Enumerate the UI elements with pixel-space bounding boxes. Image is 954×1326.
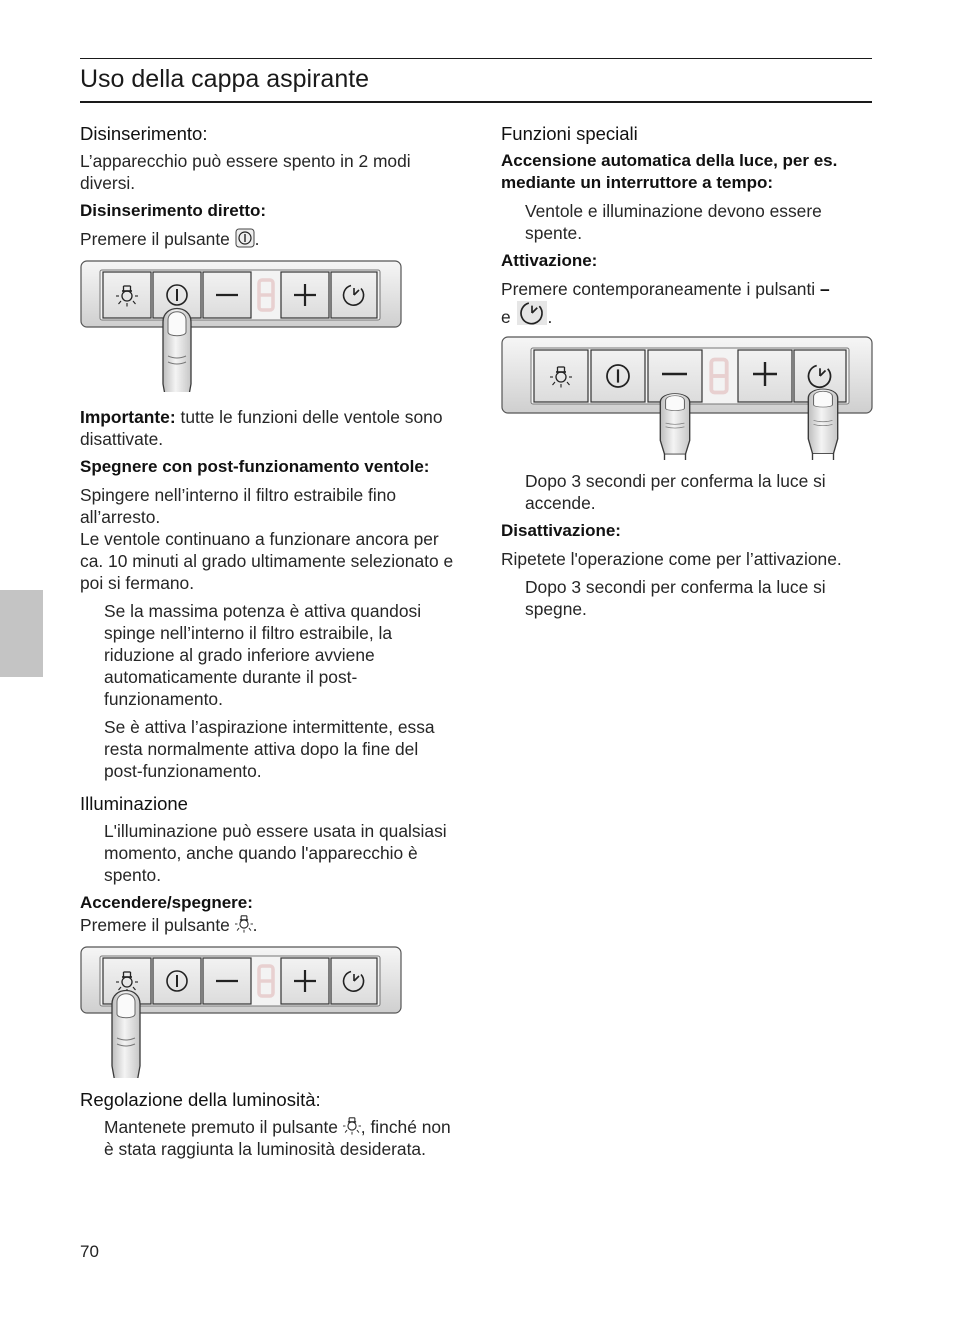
- header-rule-bottom: [80, 101, 872, 103]
- light-button: [534, 350, 588, 402]
- text-ventole: Le ventole continuano a funzionare ancora per ca. 10 minuti al grado ultimamente selezionato e poi si fermano.: [80, 529, 454, 593]
- page-title: Uso della cappa aspirante: [80, 65, 370, 93]
- control-panel-svg-3: [501, 336, 873, 460]
- finger-icon: [163, 309, 191, 393]
- left-column: [80, 122, 455, 1160]
- heading-regolazione: Regolazione della luminosità:: [80, 1089, 321, 1110]
- text-ripetete: Ripetete l'operazione come per l’attivazione.: [501, 549, 842, 569]
- heading-disinserimento: Disinserimento:: [80, 123, 208, 144]
- text-illum: L'illuminazione può essere usata in qualsiasi momento, anche quando l'apparecchio è spento.: [104, 821, 447, 885]
- subheading-attivazione: Attivazione:: [501, 251, 598, 270]
- text-modi: L’apparecchio può essere spento in 2 modi diversi.: [80, 151, 411, 193]
- text-mantenete: Mantenete premuto il pulsante , finché non è stata raggiunta la luminosità desiderata.: [104, 1117, 451, 1159]
- light-button: [103, 272, 151, 318]
- text-dopo-spegne: Dopo 3 secondi per conferma la luce si spegne.: [525, 577, 826, 619]
- heading-funzioni: Funzioni speciali: [501, 123, 638, 144]
- text-dopo-accende: Dopo 3 secondi per conferma la luce si accende.: [525, 471, 826, 513]
- subheading-accendere: Accendere/spegnere:: [80, 893, 253, 912]
- section-tab-marker: [0, 590, 43, 677]
- control-panel-activation-illustration: [501, 336, 873, 460]
- page-number: 70: [80, 1242, 99, 1261]
- subheading-diretto: Disinserimento diretto:: [80, 201, 267, 220]
- text-importante: Importante: tutte le funzioni delle ventole sono disattivate.: [80, 407, 443, 449]
- control-panel-power-illustration: [80, 260, 455, 392]
- text-premere-power: Premere il pulsante .: [80, 229, 260, 249]
- text-contemporaneamente: Premere contemporaneamente i pulsanti – e .: [501, 279, 830, 327]
- subheading-disattivazione: Disattivazione:: [501, 521, 621, 540]
- control-panel-svg-2: [80, 946, 410, 1078]
- subheading-accensione: Accensione automatica della luce, per es. mediante un interruttore a tempo:: [501, 151, 838, 192]
- text-spente: Ventole e illuminazione devono essere spente.: [525, 201, 822, 243]
- text-massima: Se la massima potenza è attiva quandosi spinge nell’interno il filtro estraibile, la riduzione al grado inferiore avviene automaticamente durante il post-funzionamento.: [104, 601, 422, 709]
- heading-illuminazione: Illuminazione: [80, 793, 188, 814]
- finger-icon: [660, 394, 689, 460]
- finger-icon: [808, 389, 837, 460]
- light-icon: [235, 914, 253, 934]
- right-column: [501, 122, 873, 620]
- light-icon: [343, 1116, 361, 1136]
- finger-icon: [112, 991, 140, 1079]
- control-panel-light-illustration: [80, 946, 455, 1078]
- text-spingere: Spingere nell’interno il filtro estraibile fino all’arresto.: [80, 485, 397, 527]
- text-premere-light: Premere il pulsante .: [80, 915, 258, 935]
- subheading-spegnere: Spegnere con post-funzionamento ventole:: [80, 457, 430, 476]
- header-rule-top: [80, 58, 872, 59]
- control-panel-svg: [80, 260, 410, 392]
- text-intermittente: Se è attiva l’aspirazione intermittente, essa resta normalmente attiva dopo la fine del post-funzionamento.: [104, 717, 435, 781]
- timer-icon: [516, 300, 548, 326]
- power-icon: [235, 228, 255, 248]
